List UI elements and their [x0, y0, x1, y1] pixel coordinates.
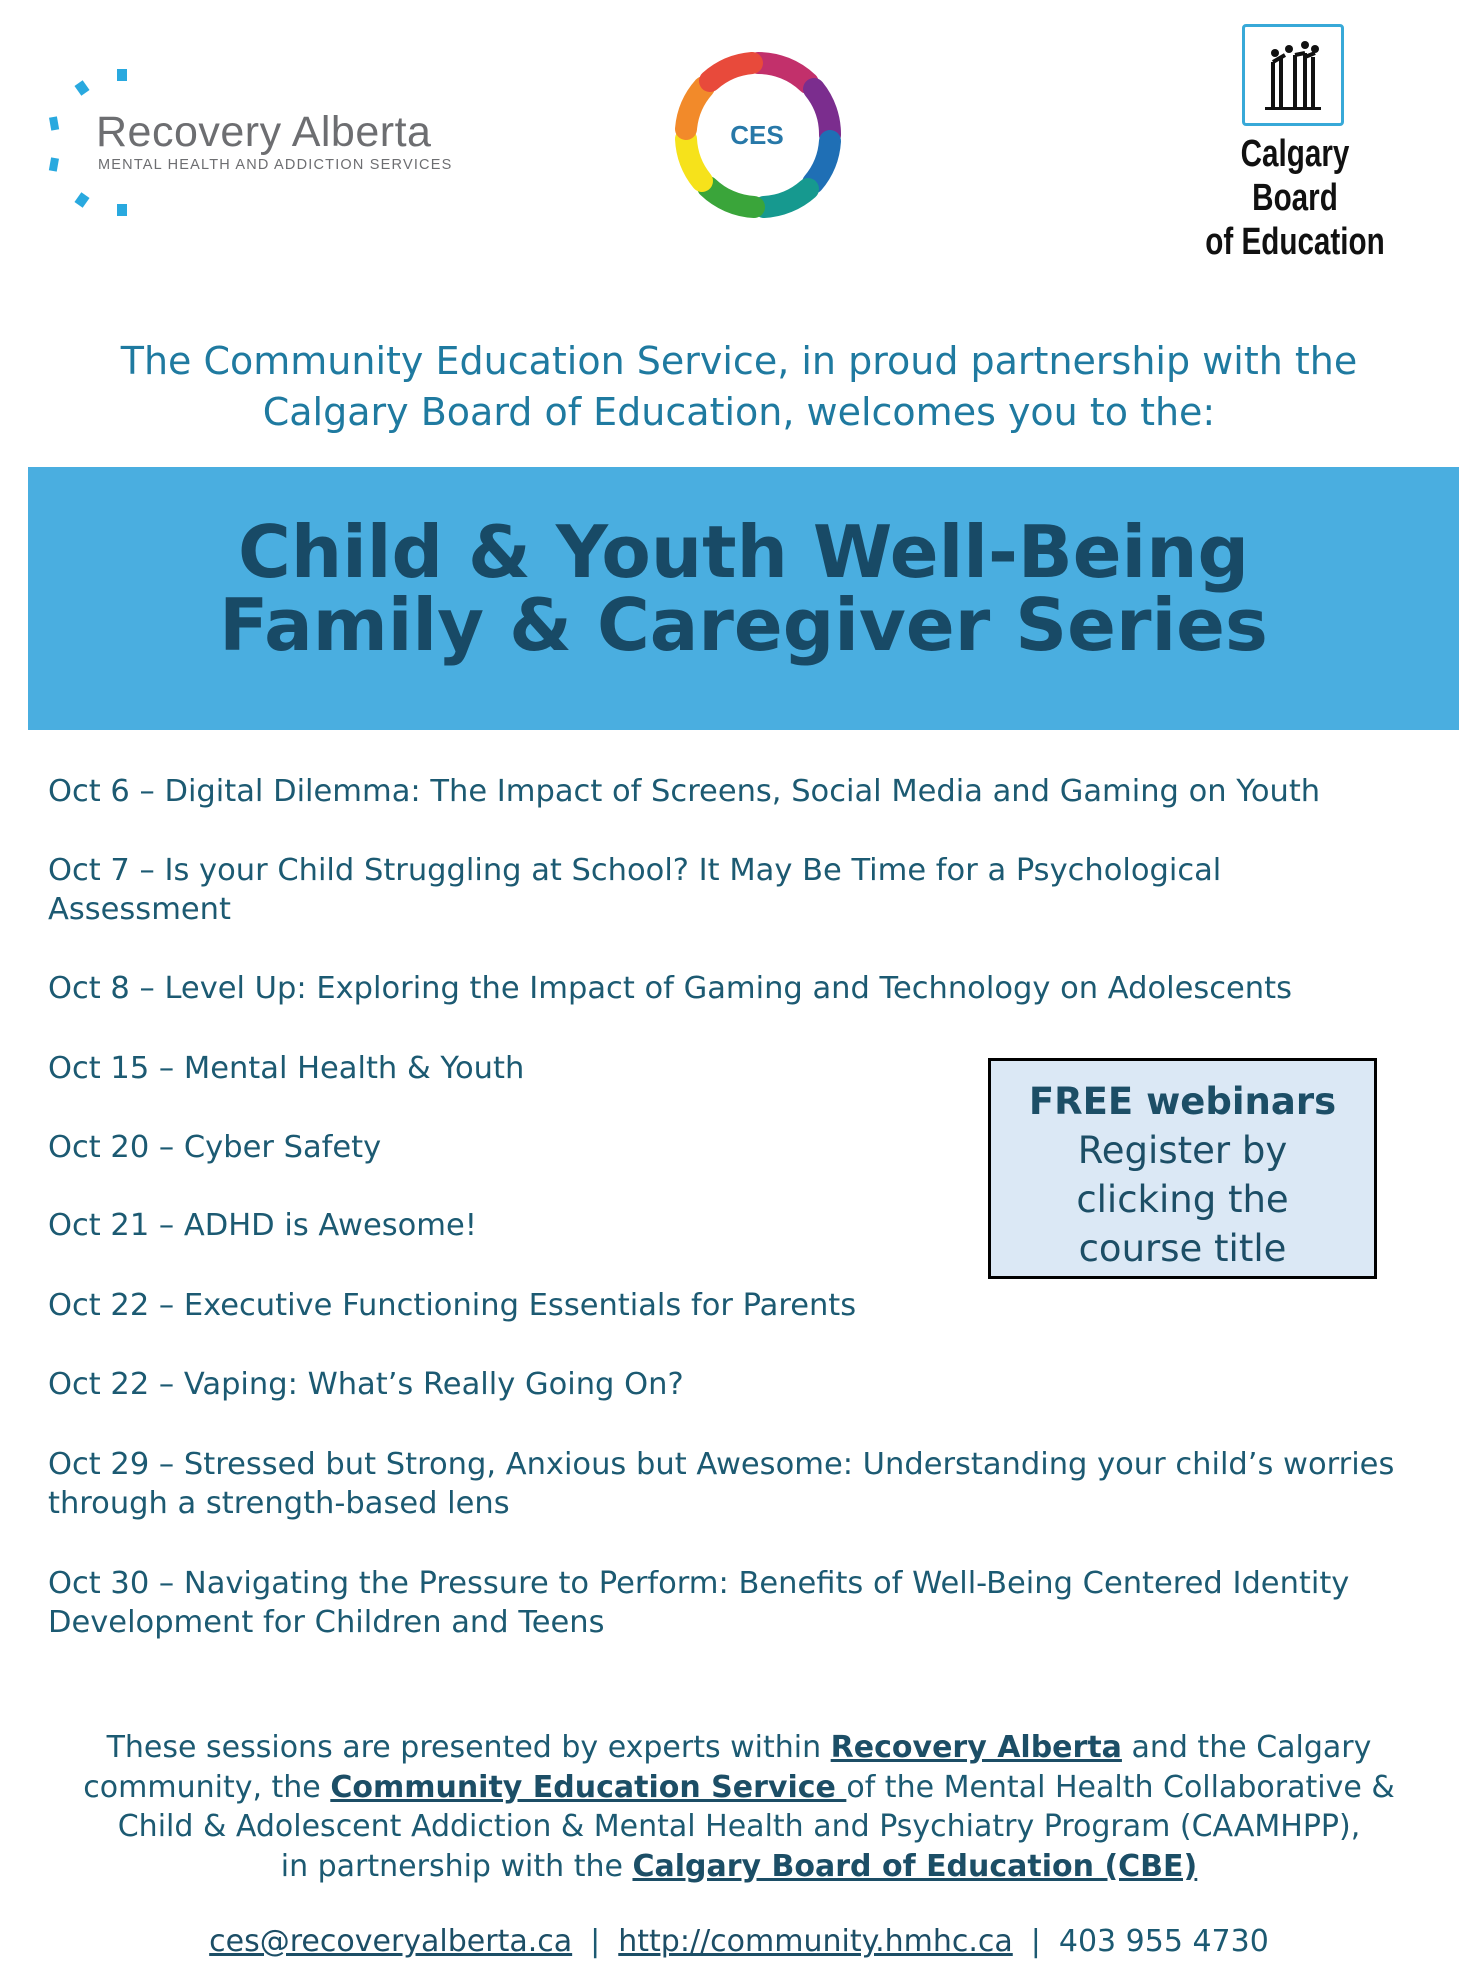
session-title[interactable]: Oct 7 – Is your Child Struggling at School? It May Be Time for a Psychological [48, 853, 1222, 888]
cbe-figures-icon [1242, 24, 1344, 126]
separator: | [1030, 1924, 1041, 1959]
intro-line-2: Calgary Board of Education, welcomes you to the: [262, 390, 1216, 434]
footer-text: community, the [83, 1769, 331, 1805]
ces-logo-label: CES [730, 120, 784, 150]
session-title[interactable]: Development for Children and Teens [48, 1605, 605, 1640]
series-title [28, 510, 1459, 667]
cbe-wordmark [1198, 132, 1393, 264]
session-title[interactable]: Oct 30 – Navigating the Pressure to Perform: Benefits of Well-Being Centered Identity [48, 1566, 1350, 1601]
session-title[interactable]: Oct 22 – Vaping: What’s Really Going On? [48, 1367, 684, 1402]
footer-text: Child & Adolescent Addiction & Mental Health and Psychiatry Program (CAAMHPP), [117, 1809, 1361, 1844]
session-link[interactable] [48, 969, 1292, 1008]
session-link[interactable] [48, 1564, 1349, 1642]
session-link[interactable] [48, 1286, 856, 1325]
recovery-alberta-tagline: MENTAL HEALTH AND ADDICTION SERVICES [98, 157, 453, 173]
phone-number: 403 955 4730 [1058, 1924, 1269, 1959]
session-link[interactable] [48, 772, 1320, 811]
separator: | [590, 1924, 601, 1959]
series-title-line-2: Family & Caregiver Series [219, 583, 1268, 667]
email-link[interactable]: ces@recoveryalberta.ca [209, 1924, 573, 1959]
series-title-line-1: Child & Youth Well-Being [237, 510, 1250, 594]
callout-line: Register by [1077, 1129, 1288, 1172]
footer-text: and the Calgary [1121, 1730, 1372, 1765]
session-title[interactable]: Oct 29 – Stressed but Strong, Anxious but Awesome: Understanding your child’s worries [48, 1447, 1395, 1482]
session-title[interactable]: Oct 22 – Executive Functioning Essentials for Parents [48, 1288, 857, 1323]
free-webinars-callout [988, 1058, 1377, 1279]
intro-line-1: The Community Education Service, in proud partnership with the [120, 339, 1358, 383]
session-title[interactable]: Oct 15 – Mental Health & Youth [48, 1051, 525, 1086]
session-title[interactable]: through a strength-based lens [48, 1486, 510, 1521]
session-title[interactable]: Oct 8 – Level Up: Exploring the Impact of Gaming and Technology on Adolescents [48, 971, 1292, 1006]
session-title[interactable]: Oct 20 – Cyber Safety [48, 1130, 382, 1165]
presenters-paragraph [0, 1728, 1478, 1886]
website-link[interactable]: http://community.hmhc.ca [618, 1924, 1013, 1959]
session-title[interactable]: Assessment [48, 892, 231, 927]
recovery-alberta-wordmark: Recovery Alberta [96, 108, 432, 156]
session-link[interactable] [48, 1128, 381, 1167]
footer-text: in partnership with the [280, 1848, 633, 1884]
footer-text: of the Mental Health Collaborative & [846, 1769, 1395, 1805]
session-link[interactable] [48, 1206, 477, 1245]
callout-title: FREE webinars [1028, 1080, 1337, 1123]
cbe-wordmark-line1: Calgary Board [1240, 133, 1350, 219]
session-link[interactable] [48, 1049, 524, 1088]
contact-line [0, 1924, 1478, 1959]
session-link[interactable] [48, 1445, 1394, 1523]
callout-line: clicking the [1076, 1178, 1289, 1221]
session-title[interactable]: Oct 6 – Digital Dilemma: The Impact of Screens, Social Media and Gaming on Youth [48, 774, 1321, 809]
session-title[interactable]: Oct 21 – ADHD is Awesome! [48, 1208, 477, 1243]
cbe-link[interactable]: Calgary Board of Education (CBE) [632, 1848, 1198, 1884]
community-education-service-link[interactable]: Community Education Service [330, 1769, 847, 1805]
session-link[interactable] [48, 851, 1221, 929]
cbe-wordmark-line2: of Education [1205, 221, 1385, 263]
intro-text [0, 336, 1478, 438]
session-link[interactable] [48, 1365, 684, 1404]
footer-text: These sessions are presented by experts within [106, 1730, 831, 1765]
recovery-alberta-link[interactable]: Recovery Alberta [830, 1730, 1122, 1765]
callout-line: course title [1078, 1227, 1287, 1270]
